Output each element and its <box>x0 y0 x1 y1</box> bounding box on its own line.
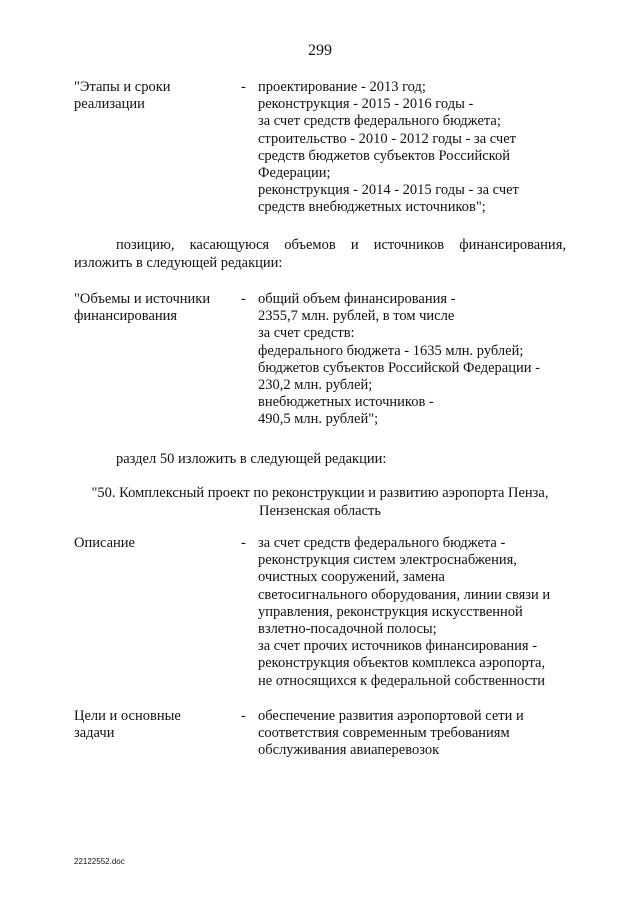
volumes-value-line: федерального бюджета - 1635 млн. рублей; <box>258 342 524 359</box>
stages-dash: - <box>241 79 246 95</box>
description-value-line: взлетно-посадочной полосы; <box>258 621 437 638</box>
volumes-value-line: внебюджетных источников - <box>258 394 434 411</box>
goals-label <box>74 708 234 742</box>
description-value-line: за счет прочих источников финансирования - <box>258 638 538 655</box>
stages-value-line: проектирование - 2013 год; <box>258 79 426 95</box>
goals-value-line: обеспечение развития аэропортовой сети и <box>258 708 524 724</box>
goals-label-line: Цели и основные <box>74 708 181 724</box>
description-value-line: не относящихся к федеральной собственности <box>258 672 546 689</box>
volumes-value-line: общий объем финансирования - <box>258 291 456 307</box>
description-value-line: управления, реконструкция искусственной <box>258 603 523 620</box>
volumes-value-line: за счет средств: <box>258 325 355 342</box>
stages-label <box>74 79 234 113</box>
description-label <box>74 535 234 552</box>
stages-value-line: за счет средств федерального бюджета; <box>258 113 501 130</box>
stages-value-line: строительство - 2010 - 2012 годы - за счет <box>258 130 516 147</box>
section-heading-line: "50. Комплексный проект по реконструкции и развитию аэропорта Пенза, <box>91 485 549 501</box>
stages-value-line: средств внебюджетных источников"; <box>258 199 486 216</box>
footer-filename: 22122552.doc <box>74 857 125 866</box>
goals-label-line: задачи <box>74 725 115 742</box>
goals-dash: - <box>241 708 246 724</box>
volumes-label <box>74 291 234 325</box>
description-value-line: реконструкция объектов комплекса аэропорта, <box>258 655 546 672</box>
stages-value-line: Федерации; <box>258 165 331 182</box>
stages-value-line: реконструкция - 2014 - 2015 годы - за счет <box>258 182 519 199</box>
section-heading <box>60 484 580 520</box>
volumes-value-line: 2355,7 млн. рублей, в том числе <box>258 308 455 325</box>
volumes-value-line: бюджетов субъектов Российской Федерации - <box>258 359 540 376</box>
page-number: 299 <box>308 42 332 59</box>
volumes-dash: - <box>241 291 246 307</box>
volumes-value-line: 490,5 млн. рублей"; <box>258 411 379 428</box>
instruction-line: позицию, касающуюся объемов и источников финансирования, <box>116 237 566 253</box>
description-label-line: Описание <box>74 535 135 551</box>
stages-value <box>258 79 578 217</box>
description-value-line: светосигнального оборудования, линии связи и <box>258 586 551 603</box>
description-dash: - <box>241 535 246 551</box>
volumes-label-line: "Объемы и источники <box>74 291 211 307</box>
goals-value <box>258 708 578 760</box>
stages-label-line: "Этапы и сроки <box>74 79 171 95</box>
stages-value-line: средств бюджетов субъектов Российской <box>258 147 510 164</box>
description-value-line: реконструкция систем электроснабжения, <box>258 552 517 569</box>
goals-value-line: обслуживания авиаперевозок <box>258 742 440 759</box>
stages-label-line: реализации <box>74 96 145 113</box>
instruction-line: изложить в следующей редакции: <box>74 255 283 271</box>
description-value-line: очистных сооружений, замена <box>258 569 445 586</box>
instruction-paragraph-2: раздел 50 изложить в следующей редакции: <box>116 451 387 467</box>
volumes-label-line: финансирования <box>74 308 178 325</box>
volumes-value <box>258 291 578 429</box>
description-value <box>258 535 578 690</box>
section-heading-line: Пензенская область <box>259 503 381 519</box>
volumes-value-line: 230,2 млн. рублей; <box>258 377 373 394</box>
goals-value-line: соответствия современным требованиям <box>258 725 510 742</box>
stages-value-line: реконструкция - 2015 - 2016 годы - <box>258 96 474 113</box>
description-value-line: за счет средств федерального бюджета - <box>258 535 506 551</box>
instruction-paragraph-1 <box>74 236 566 272</box>
